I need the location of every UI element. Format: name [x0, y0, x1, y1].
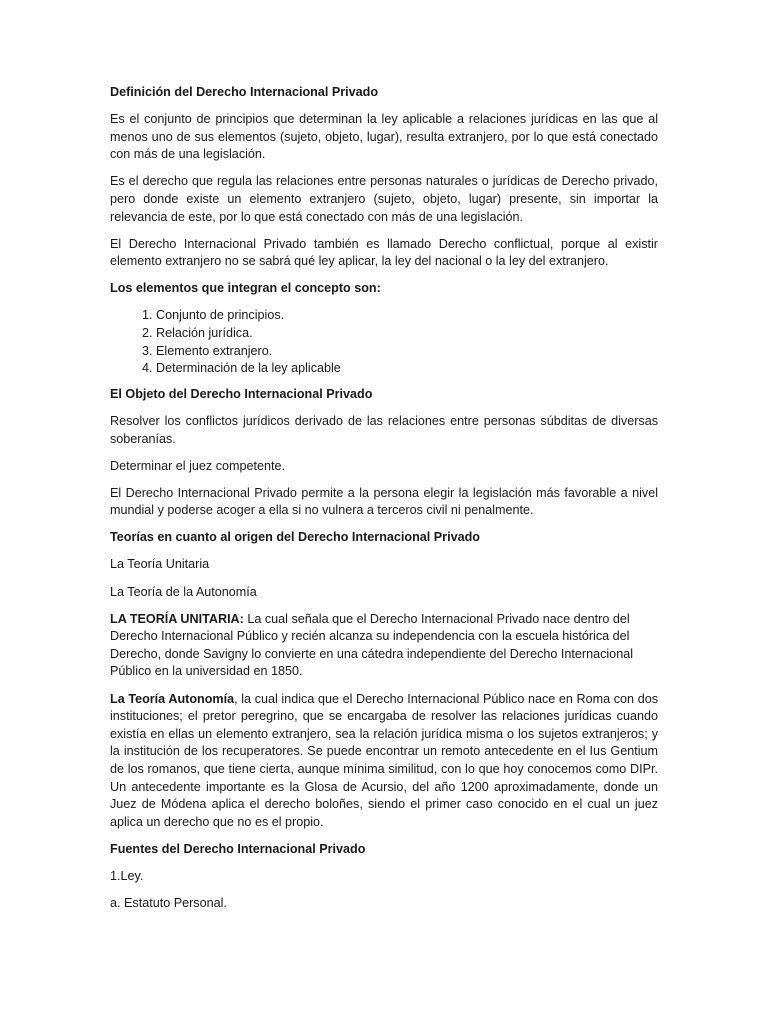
theory-autonomia-item: La Teoría de la Autonomía: [110, 584, 257, 599]
unitaria-text: La cual señala que el Derecho Internacional Privado nace dentro del Derecho Internacional Público y recién alcanza su independencia con la escuela histórica del Derecho, donde Savigny lo convierte en una cátedra independiente del Derecho Internacional Público en la universidad en 1850.: [110, 611, 633, 679]
paragraph-object-2: Determinar el juez competente.: [110, 458, 285, 473]
list-item: 1. Conjunto de principios.: [156, 307, 658, 325]
heading-elements: Los elementos que integran el concepto son:: [110, 281, 381, 296]
heading-definition: Definición del Derecho Internacional Privado: [110, 85, 379, 99]
unitaria-label: LA TEORÍA UNITARIA:: [110, 611, 244, 626]
heading-theories: Teorías en cuanto al origen del Derecho Internacional Privado: [110, 530, 480, 545]
paragraph-unitaria: [110, 611, 658, 681]
list-item: 2. Relación jurídica.: [156, 325, 658, 343]
paragraph-definition-3: El Derecho Internacional Privado también es llamado Derecho conflictual, porque al existir elemento extranjero no se sabrá qué ley aplicar, la ley del nacional o la ley del extranjero.: [110, 236, 658, 269]
list-item: 4. Determinación de la ley aplicable: [156, 360, 658, 378]
paragraph-object-1: Resolver los conflictos jurídicos derivado de las relaciones entre personas súbditas de diversas soberanías.: [110, 413, 658, 446]
autonomia-label: La Teoría Autonomía: [110, 691, 235, 706]
paragraph-autonomia: [110, 691, 658, 832]
paragraph-object-3: El Derecho Internacional Privado permite a la persona elegir la legislación más favorable a nivel mundial y poderse acoger a ella si no vulnera a terceros civil ni penalmente.: [110, 485, 658, 518]
heading-object: El Objeto del Derecho Internacional Privado: [110, 386, 373, 401]
autonomia-text: , la cual indica que el Derecho Internacional Público nace en Roma con dos instituciones; el pretor peregrino, que se encargaba de resolver las relaciones jurídicas cuando existía en ellas un elemento extranjero, sea la relación jurídica misma o los sujetos extranjeros; y la institución de los recuperatores. Se puede encontrar un remoto antecedente en el Ius Gentium de los romanos, que tiene cierta, aunque mínima similitud, con lo que hoy conocemos como DIPr. Un antecedente importante es la Glosa de Acursio, del año 1200 aproximadamente, donde un Juez de Módena aplica el derecho boloñes, siendo el primer caso conocido en el cual un juez aplica un derecho que no es el propio.: [110, 691, 658, 829]
paragraph-definition-2: Es el derecho que regula las relaciones entre personas naturales o jurídicas de Derecho privado, pero donde existe un elemento extranjero (sujeto, objeto, lugar) presente, sin importar la relevancia de este, por lo que está conectado con más de una legislación.: [110, 174, 658, 224]
source-item-law: 1.Ley.: [110, 868, 144, 883]
paragraph-definition-1: Es el conjunto de principios que determinan la ley aplicable a relaciones jurídicas en las que al menos uno de sus elementos (sujeto, objeto, lugar), resulta extranjero, por lo que está conectado con más de una legislación.: [110, 112, 658, 162]
heading-sources: Fuentes del Derecho Internacional Privado: [110, 841, 366, 856]
source-item-personal-statute: a. Estatuto Personal.: [110, 895, 227, 910]
list-item: 3. Elemento extranjero.: [156, 343, 658, 361]
elements-list: [110, 307, 658, 377]
theory-unitaria-item: La Teoría Unitaria: [110, 557, 210, 572]
